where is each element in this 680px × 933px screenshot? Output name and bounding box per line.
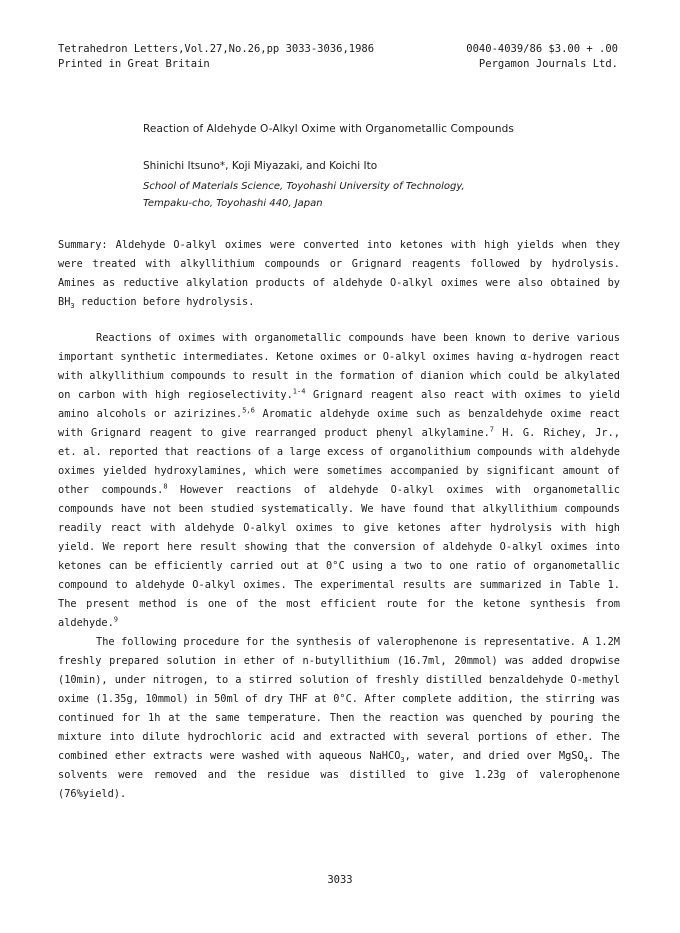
header-row-1 <box>58 42 618 57</box>
nahco3-subscript: 3 <box>400 756 405 765</box>
header-row-2 <box>58 57 618 72</box>
summary-subscript: 3 <box>70 302 75 311</box>
article-title: Reaction of Aldehyde O-Alkyl Oxime with Organometallic Compounds <box>143 123 514 135</box>
body-paragraph-1 <box>58 329 620 633</box>
affiliation-line-2: Tempaku-cho, Toyohashi 440, Japan <box>143 198 323 209</box>
body1-text-3: Aromatic aldehyde oxime such as benzaldehyde oxime react with Grignard reagent to give rearranged product phenyl alkylamine. <box>58 408 621 439</box>
body1-text-1: Reactions of oximes with organometallic compounds have been known to derive various important synthetic intermediates. Ketone oximes or O-alkyl oximes having α-hydrogen react with alkyllithium compounds to result in the formation of dianion which could be alkylated on carbon with high regioselectivity. <box>58 332 620 401</box>
reference-9: 9 <box>113 615 119 624</box>
running-header <box>58 42 618 72</box>
summary-tail: reduction before hydrolysis. <box>74 296 255 308</box>
affiliation-line-1: School of Materials Science, Toyohashi University of Technology, <box>143 181 465 192</box>
affiliation <box>143 178 613 212</box>
title-block <box>143 123 613 212</box>
summary-paragraph <box>58 236 620 312</box>
issn-price: 0040-4039/86 $3.00 + .00 <box>466 43 618 55</box>
reference-8: 8 <box>163 482 168 491</box>
publisher: Pergamon Journals Ltd. <box>478 58 618 70</box>
reference-5-6: 5,6 <box>242 406 255 415</box>
body2-text-3: . The solvents were removed and the residue was distilled to give 1.23g of valerophenone (76%yield). <box>58 750 620 800</box>
reference-1-4: 1-4 <box>292 387 306 396</box>
article-body <box>58 236 620 804</box>
body-paragraph-2 <box>58 633 620 804</box>
body1-text-2: Grignard reagent also react with oximes to yield amino alcohols or azirizines. <box>58 389 621 420</box>
body2-text-2: , water, and dried over MgSO <box>404 750 584 762</box>
summary-text: Summary: Aldehyde O-alkyl oximes were converted into ketones with high yields when they were treated with alkyllithium compounds or Grignard reagents followed by hydrolysis. Amines as reductive alkylation products of aldehyde O-alkyl oximes were also obtained by BH <box>58 239 620 308</box>
body1-text-4: H. G. Richey, Jr., et. al. reported that reactions of a large excess of organolithium compounds with aldehyde oximes yielded hydroxylamines, which were sometimes accompanied by significant amount of other compounds. <box>58 427 620 496</box>
journal-citation: Tetrahedron Letters,Vol.27,No.26,pp 3033-3036,1986 <box>58 43 375 55</box>
printed-location: Printed in Great Britain <box>58 58 210 70</box>
reference-7: 7 <box>489 425 494 434</box>
page-number: 3033 <box>327 874 353 886</box>
body1-text-5: However reactions of aldehyde O-alkyl oximes with organometallic compounds have not been studied systematically. We have found that alkyllithium compounds readily react with aldehyde O-alkyl oximes to give ketones after hydrolysis with high yield. We report here result showing that the conversion of aldehyde O-alkyl oximes into ketones can be efficiently carried out at 0°C using a two to one ratio of organometallic compound to aldehyde O-alkyl oximes. The experimental results are summarized in Table 1. The present method is one of the most efficient route for the ketone synthesis from aldehyde. <box>58 484 620 629</box>
author-list: Shinichi Itsuno*, Koji Miyazaki, and Koichi Ito <box>143 160 378 172</box>
mgso4-subscript: 4 <box>583 756 588 765</box>
body2-text-1: The following procedure for the synthesis of valerophenone is representative. A 1.2M freshly prepared solution in ether of n-butyllithium (16.7ml, 20mmol) was added dropwise (10min), under nitrogen, to a stirred solution of freshly distilled benzaldehyde O-methyl oxime (1.35g, 10mmol) in 50ml of dry THF at 0°C. After complete addition, the stirring was continued for 1h at the same temperature. Then the reaction was quenched by pouring the mixture into dilute hydrochloric acid and extracted with several portions of ether. The combined ether extracts were washed with aqueous NaHCO <box>58 636 620 762</box>
